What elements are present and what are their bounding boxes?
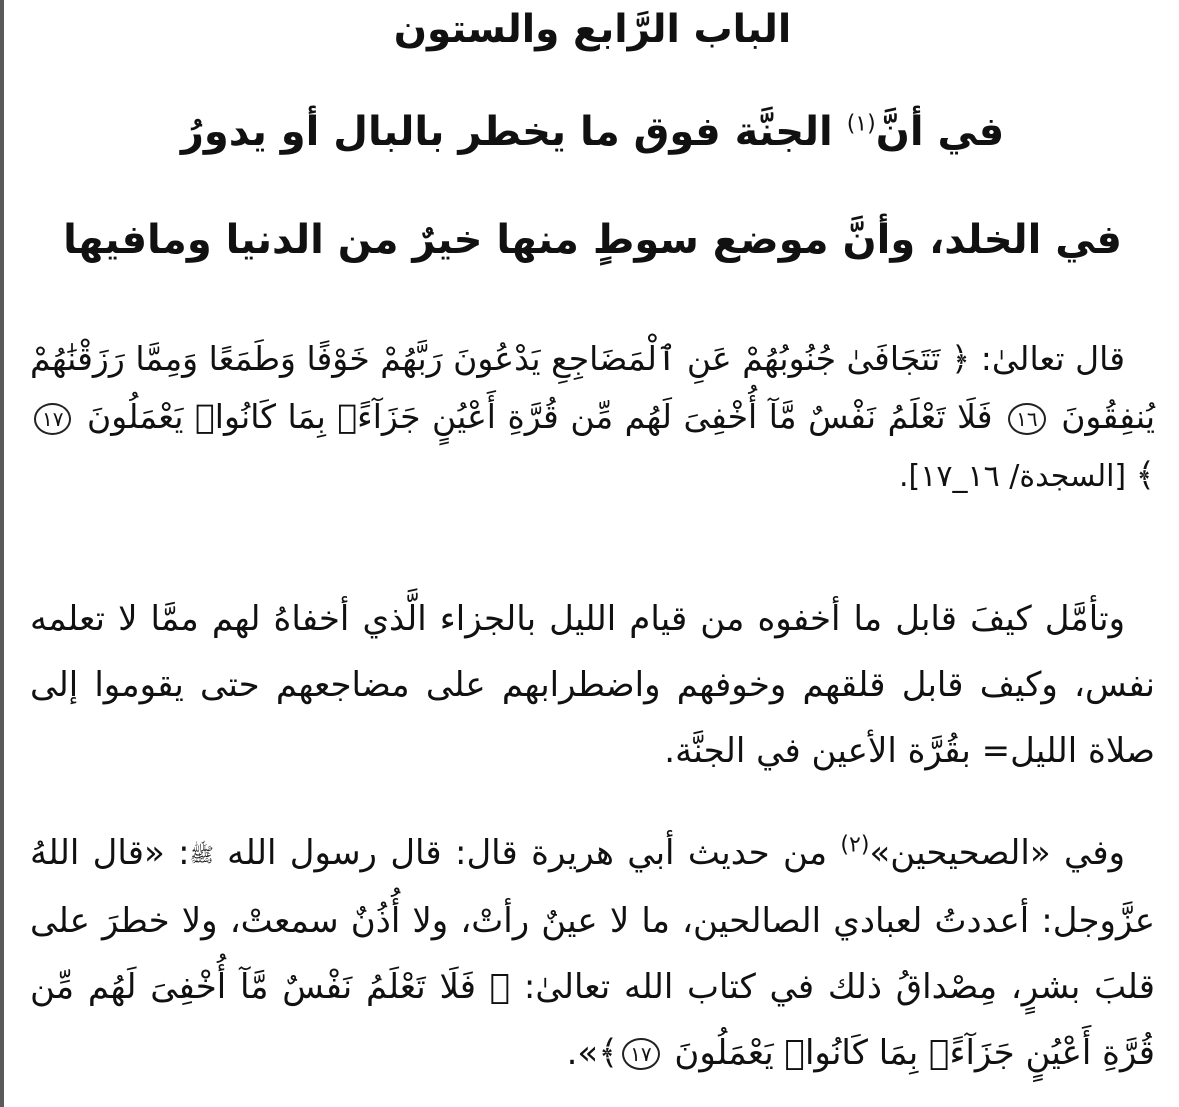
footnote-ref-2[interactable]: (٢) [840,832,870,858]
book-page [30,0,1155,1107]
honorific-symbol: ﷺ [189,842,214,867]
quran-open-bracket: ﴿ [489,966,511,1007]
chapter-subtitle-line-2: في الخلد، وأنَّ موضع سوطٍ منها خيرٌ من الدنيا ومافيها [63,217,1122,263]
quran-verse-16: تَتَجَافَىٰ جُنُوبُهُمْ عَنِ ٱلْمَضَاجِعِ يَدْعُونَ رَبَّهُمْ خَوْفًا وَطَمَعًا وَمِمَّا رَزَقْنَٰهُمْ يُنفِقُونَ [30,339,1155,436]
commentary-paragraph [30,586,1155,784]
page-left-border [0,0,4,1107]
quran-verse-17: فَلَا تَعْلَمُ نَفْسٌ مَّآ أُخْفِىَ لَهُم مِّن قُرَّةِ أَعْيُنٍ جَزَآءًۢ بِمَا كَانُوا۟ يَعْمَلُونَ [87,397,993,436]
hadith-narrator: من حديث أبي هريرة قال: قال رسول الله [213,833,841,873]
ayah-number-17: ١٧ [34,403,71,435]
quote-intro: قال تعالىٰ: [970,339,1125,378]
commentary-text: وتأمَّل كيفَ قابل ما أخفوه من قيام الليل بالجزاء الَّذي أخفاهُ لهم ممَّا لا تعلمه نفس، وكيف قابل قلقهم وخوفهم واضطرابهم على مضاجعهم حتى يقوموا إلى صلاة الليل= بقُرَّة الأعين في الجنَّة. [30,599,1155,771]
quran-open-bracket: ﴿ [950,339,971,378]
chapter-subtitle-line-1 [30,102,1155,162]
hadith-text: : «قال اللهُ عزَّوجل: أعددتُ لعبادي الصالحين، ما لا عينٌ رأتْ، ولا أُذُنٌ سمعتْ، ولا خطرَ على قلبَ بشرٍ، مِصْداقُ ذلك في كتاب الله تعالىٰ: [30,833,1155,1007]
surah-citation: [السجدة/ ١٦_١٧]. [898,459,1136,494]
subtitle-text-start: في أنَّ [875,109,1005,155]
ayah-number-17-repeat: ١٧ [622,1038,659,1070]
quran-verse-17-repeat: فَلَا تَعْلَمُ نَفْسٌ مَّآ أُخْفِىَ لَهُم مِّن قُرَّةِ أَعْيُنٍ جَزَآءًۢ بِمَا كَانُوا۟ يَعْمَلُونَ [30,966,1155,1073]
quran-close-bracket: ﴾ [1135,455,1155,494]
quran-close-bracket: ﴾ [598,1032,619,1073]
quran-quote-paragraph [30,330,1155,506]
hadith-ending: ». [566,1032,599,1073]
chapter-title: الباب الرَّابع والستون [393,7,792,52]
ayah-number-16: ١٦ [1008,403,1045,435]
subtitle-text-end: الجنَّة فوق ما يخطر بالبال أو يدورُ [180,109,847,155]
hadith-paragraph [30,820,1155,1086]
hadith-source: وفي «الصحيحين» [869,833,1126,873]
footnote-ref-1[interactable]: (١) [846,111,876,137]
